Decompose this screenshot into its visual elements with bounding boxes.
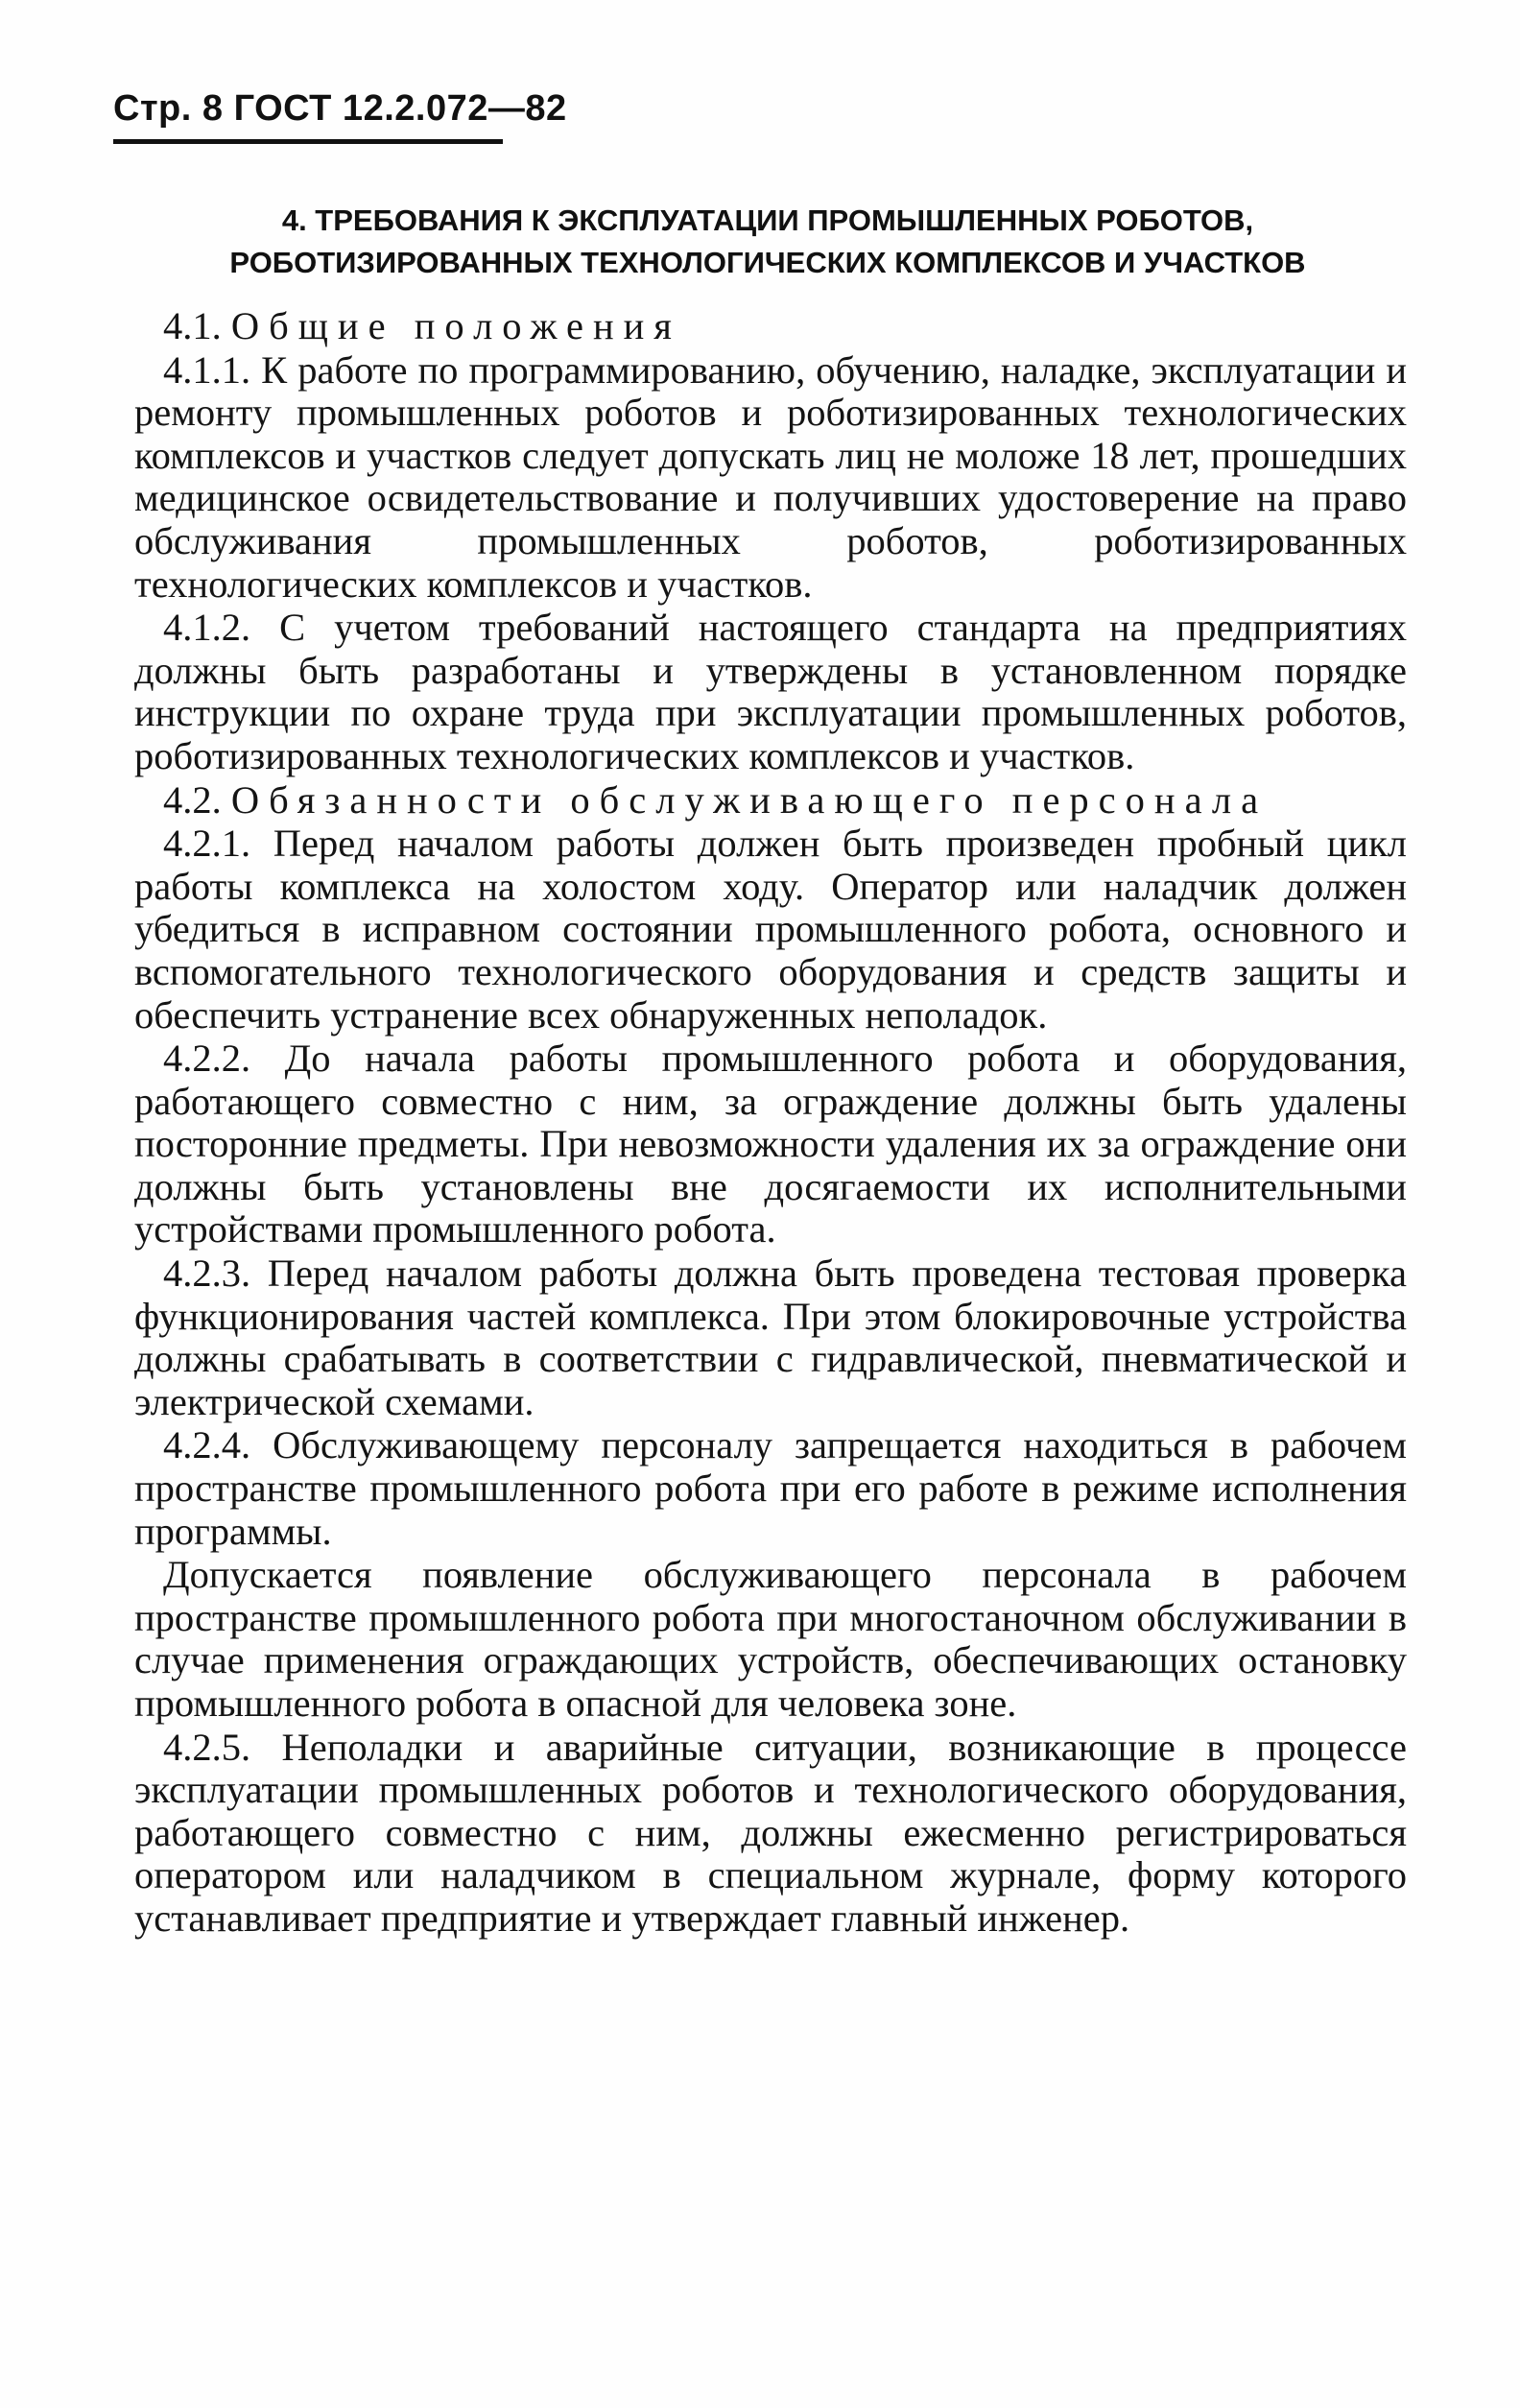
page-header: Стр. 8 ГОСТ 12.2.072—82 bbox=[113, 88, 567, 129]
document-body bbox=[134, 305, 1407, 1942]
subsection-heading-4-1 bbox=[134, 305, 1407, 348]
paragraph-4-1-2: 4.1.2. С учетом требований настоящего стандарта на предприятиях должны быть разработаны и утверждены в установленном порядке инструкции по охране труда при эксплуатации промышленных роботов, роботизированных технологических комплексов и участков. bbox=[134, 606, 1407, 777]
paragraph-4-2-4-continued: Допускается появление обслуживающего персонала в рабочем пространстве промышленного робота при многостаночном обслуживании в случае применения ограждающих устройств, обеспечивающих остановку промышленного робота в опасной для человека зоне. bbox=[134, 1553, 1407, 1725]
section-title-line-2: РОБОТИЗИРОВАННЫХ ТЕХНОЛОГИЧЕСКИХ КОМПЛЕКСОВ И УЧАСТКОВ bbox=[229, 246, 1306, 279]
section-title-line-1: 4. ТРЕБОВАНИЯ К ЭКСПЛУАТАЦИИ ПРОМЫШЛЕННЫХ РОБОТОВ, bbox=[281, 203, 1254, 237]
subsection-number: 4.2. bbox=[163, 777, 222, 822]
paragraph-4-2-2: 4.2.2. До начала работы промышленного робота и оборудования, работающего совместно с ним, за ограждение должны быть удалены посторонние предметы. При невозможности удаления их за ограждение они должны быть установлены вне досягаемости их исполнительными устройствами промышленного робота. bbox=[134, 1037, 1407, 1252]
section-title bbox=[125, 200, 1411, 284]
header-underline bbox=[113, 139, 503, 144]
subsection-title: Общие положения bbox=[230, 304, 681, 347]
paragraph-4-2-1: 4.2.1. Перед началом работы должен быть произведен пробный цикл работы комплекса на холостом ходу. Оператор или наладчик должен убедиться в исправном состоянии промышленного робота, основного и вспомогательного технологического оборудования и средств защиты и обеспечить устранение всех обнаруженных неполадок. bbox=[134, 822, 1407, 1037]
subsection-heading-4-2 bbox=[134, 779, 1407, 823]
subsection-title: Обязанности обслуживающего персонала bbox=[230, 777, 1269, 822]
paragraph-4-1-1: 4.1.1. К работе по программированию, обучению, наладке, эксплуатации и ремонту промышленных роботов и роботизированных технологических комплексов и участков следует допускать лиц не моложе 18 лет, прошедших медицинское освидетельствование и получивших удостоверение на право обслуживания промышленных роботов, роботизированных технологических комплексов и участков. bbox=[134, 347, 1407, 606]
paragraph-4-2-3: 4.2.3. Перед началом работы должна быть проведена тестовая проверка функционирования частей комплекса. При этом блокировочные устройства должны срабатывать в соответствии с гидравлической, пневматической и электрической схемами. bbox=[134, 1252, 1407, 1423]
subsection-number: 4.1. bbox=[163, 304, 222, 347]
paragraph-4-2-5: 4.2.5. Неполадки и аварийные ситуации, возникающие в процессе эксплуатации промышленных роботов и технологического оборудования, работающего совместно с ним, должны ежесменно регистрироваться оператором или наладчиком в специальном журнале, форму которого устанавливает предприятие и утверждает главный инженер. bbox=[134, 1725, 1407, 1940]
paragraph-4-2-4: 4.2.4. Обслуживающему персоналу запрещается находиться в рабочем пространстве промышленного робота при его работе в режиме исполнения программы. bbox=[134, 1423, 1407, 1553]
